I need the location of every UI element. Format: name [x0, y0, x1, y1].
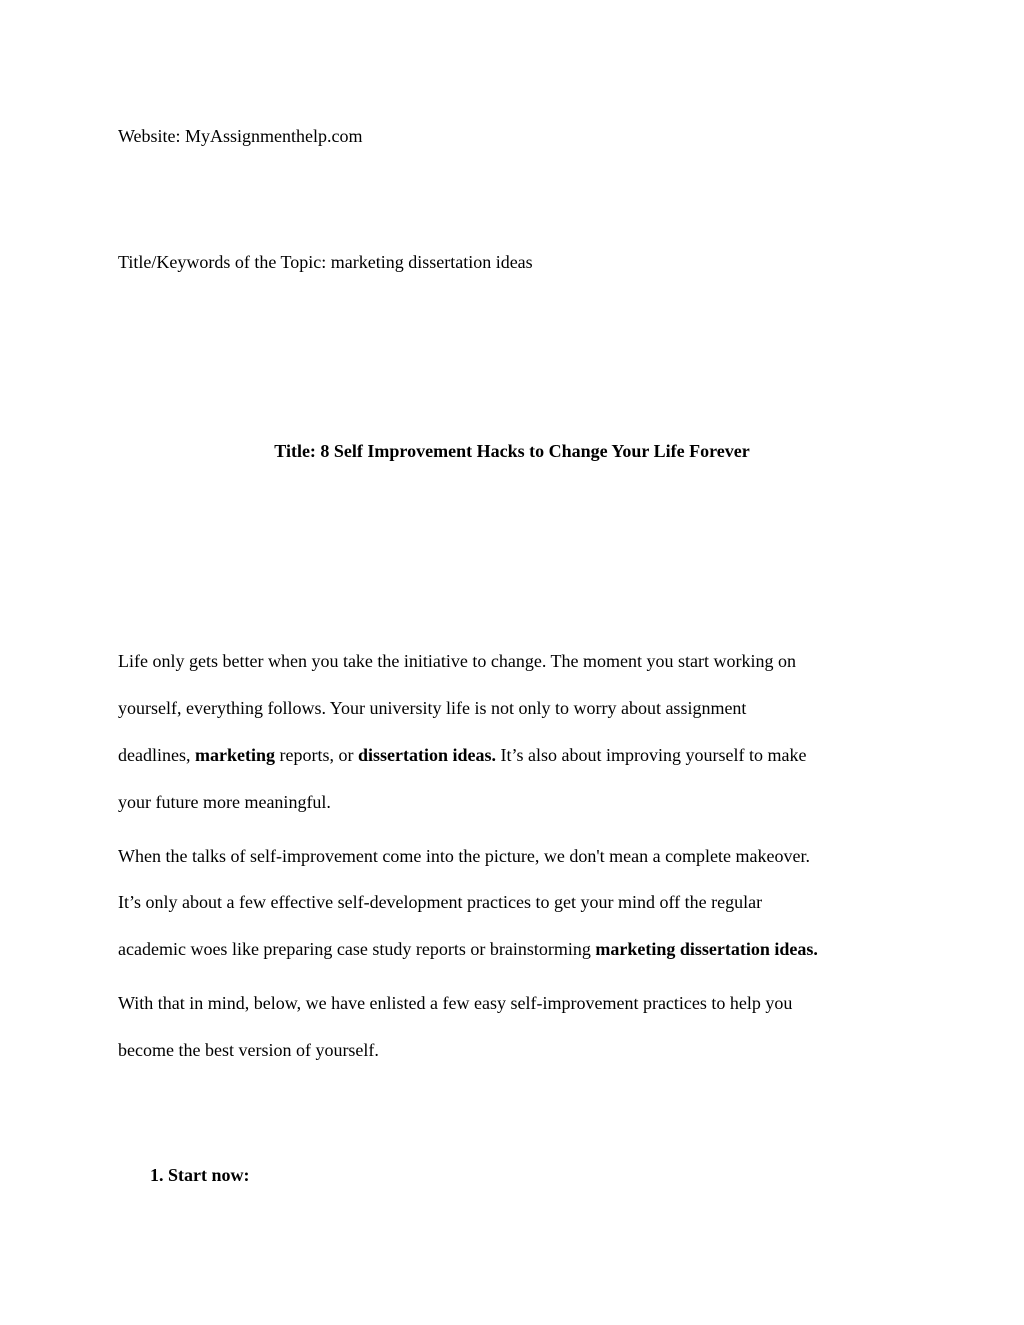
text-run: reports, or	[274, 745, 358, 765]
text-run: deadlines,	[118, 745, 195, 765]
website-line: Website: MyAssignmenthelp.com	[118, 126, 363, 146]
keyword-dissertation-ideas: dissertation ideas.	[357, 745, 496, 765]
paragraph-3-line-1: With that in mind, below, we have enlisted a few easy self-improvement practices to help you	[118, 993, 793, 1013]
document-title	[0, 440, 1024, 462]
paragraph-2-line-2: It’s only about a few effective self-development practices to get your mind off the regular	[118, 892, 763, 912]
paragraph-2-line-1: When the talks of self-improvement come into the picture, we don't mean a complete makeover.	[118, 846, 811, 866]
paragraph-1-line-4: your future more meaningful.	[118, 792, 331, 812]
keyword-marketing-dissertation-ideas: marketing dissertation ideas.	[595, 939, 818, 959]
paragraph-1-line-1: Life only gets better when you take the initiative to change. The moment you start working on	[118, 651, 796, 671]
text-run: academic woes like preparing case study reports or brainstorming	[118, 939, 596, 959]
keywords-line: Title/Keywords of the Topic: marketing dissertation ideas	[118, 252, 533, 272]
keyword-marketing: marketing	[194, 745, 275, 765]
paragraph-1-line-3	[118, 744, 806, 766]
section-heading-start-now: 1. Start now:	[150, 1165, 250, 1185]
paragraph-1-line-2: yourself, everything follows. Your university life is not only to worry about assignment	[118, 698, 747, 718]
paragraph-2-line-3	[118, 938, 818, 960]
text-run: It’s also about improving yourself to make	[495, 745, 807, 765]
document-title-text: Title: 8 Self Improvement Hacks to Change Your Life Forever	[274, 441, 750, 461]
paragraph-3-line-2: become the best version of yourself.	[118, 1040, 379, 1060]
